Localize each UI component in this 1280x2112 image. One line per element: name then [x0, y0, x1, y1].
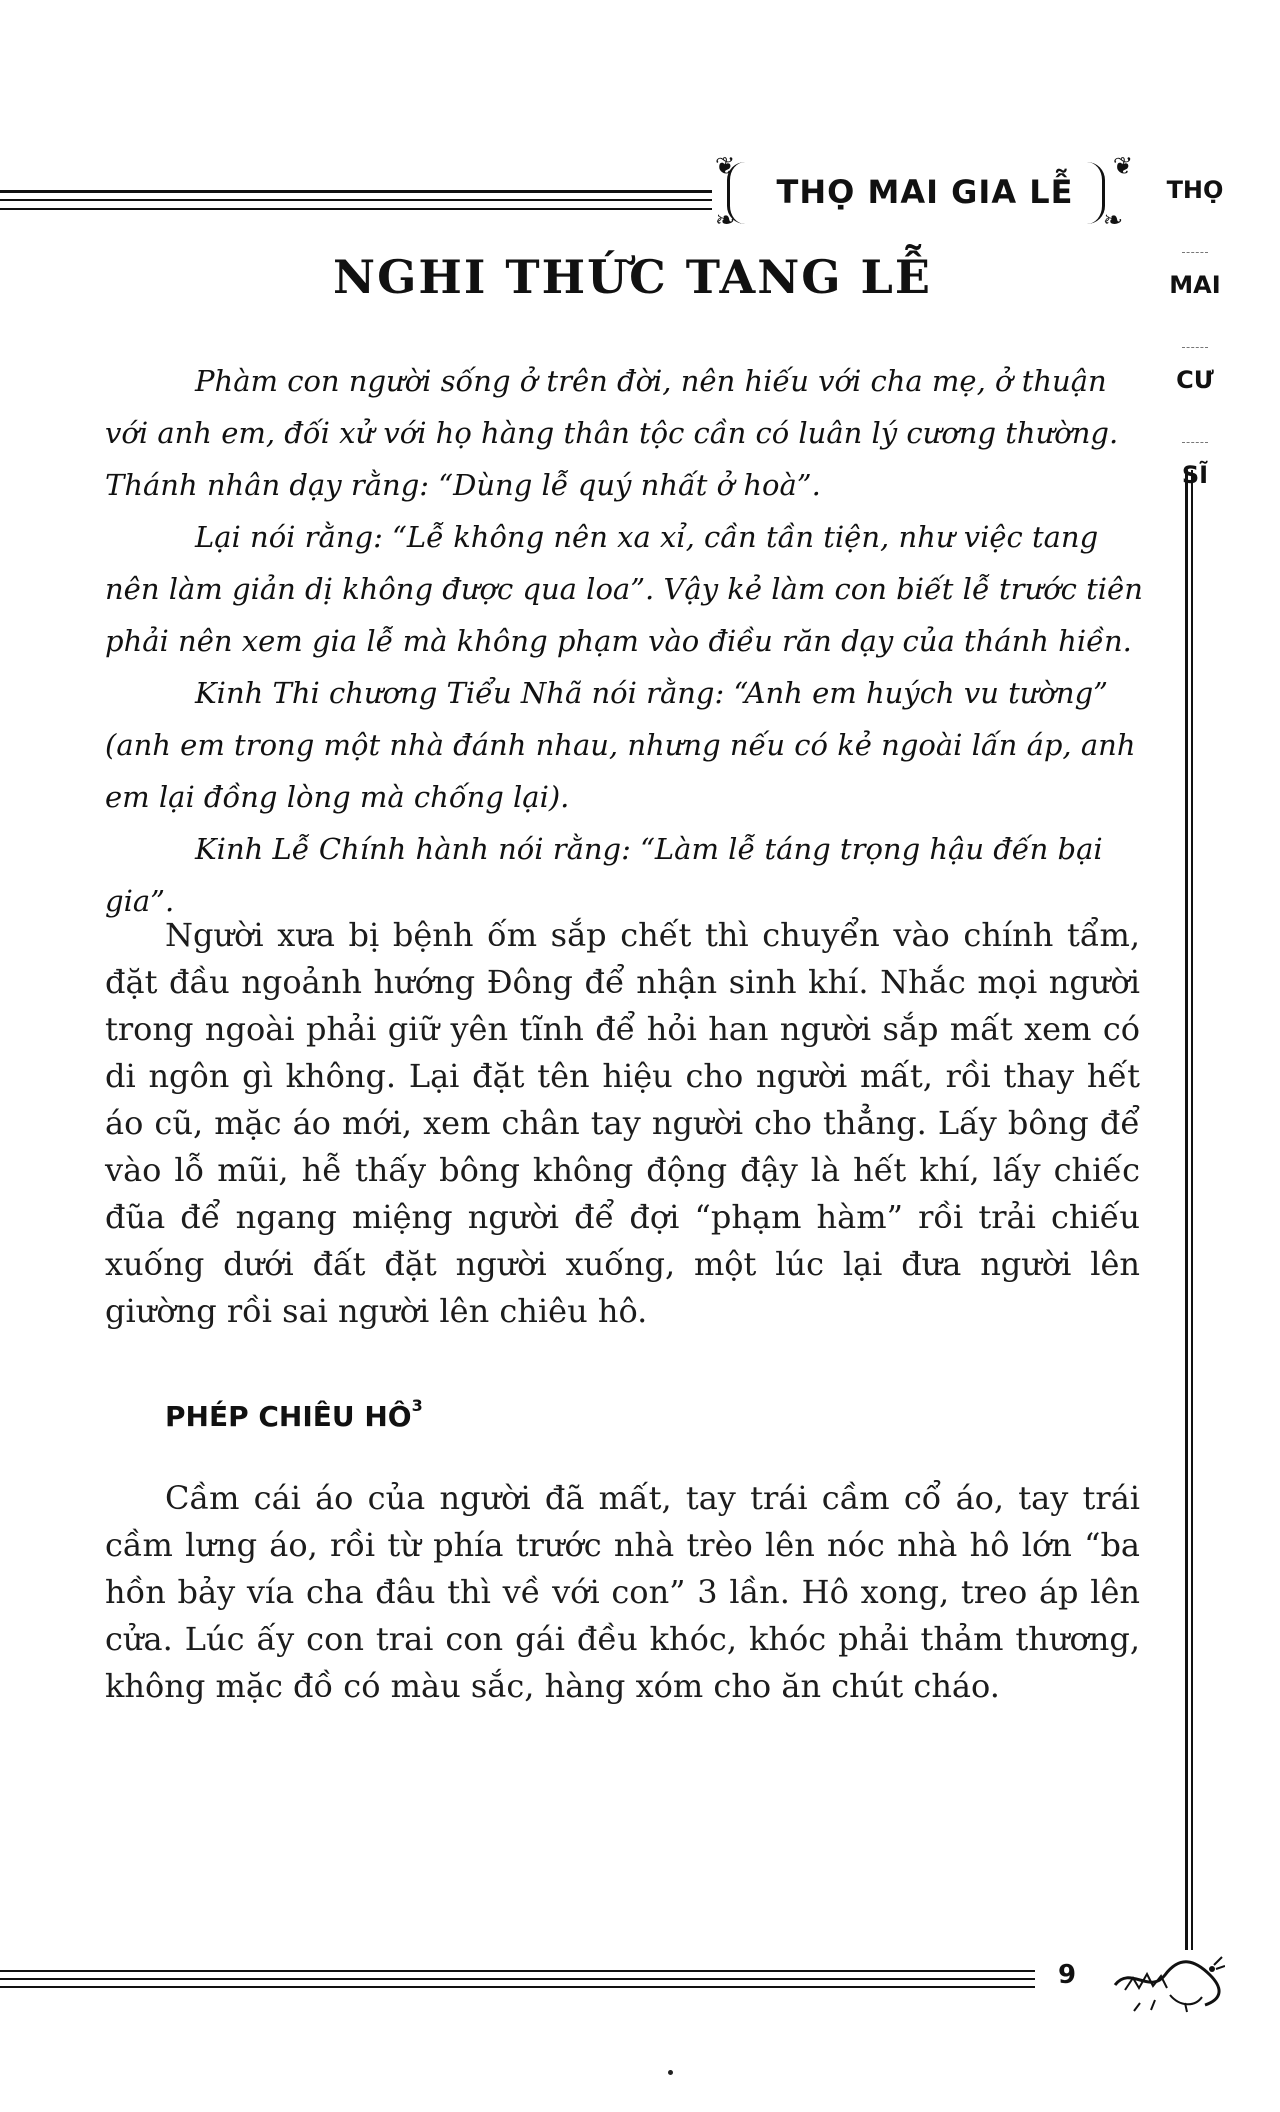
- footnote-mark: 3: [411, 1396, 423, 1415]
- page-title: NGHI THỨC TANG LỄ: [333, 250, 932, 304]
- intro-block: [105, 355, 1145, 927]
- side-tab-word: SĨ: [1181, 461, 1209, 489]
- side-tab-word: MAI: [1169, 271, 1221, 299]
- print-speck: [668, 2070, 673, 2075]
- flourish-icon: ❦: [715, 152, 736, 180]
- body-paragraph: Người xưa bị bệnh ốm sắp chết thì chuyển vào chính tẩm, đặt đầu ngoảnh hướng Đông để nhận sinh khí. Nhắc mọi người trong ngoài phải giữ yên tĩnh để hỏi han người sắp mất xem có di ngôn gì không. Lại đặt tên hiệu cho người mất, rồi thay hết áo cũ, mặc áo mới, xem chân tay người cho thẳng. Lấy bông để vào lỗ mũi, hễ thấy bông không động đậy là hết khí, lấy chiếc đũa để ngang miệng người để đợi “phạm hàm” rồi trải chiếu xuống dưới đất đặt người xuống, một lúc lại đưa người lên giường rồi sai người lên chiêu hô.: [105, 916, 1140, 1330]
- intro-paragraph: Lại nói rằng: “Lễ không nên xa xỉ, cần tần tiện, như việc tang nên làm giản dị không được qua loa”. Vậy kẻ làm con biết lễ trước tiên phải nên xem gia lễ mà không phạm vào điều răn dạy của thánh hiền.: [105, 520, 1143, 658]
- header-rule: [0, 190, 712, 210]
- right-margin-rule: [1185, 470, 1193, 1950]
- section-body: [105, 1475, 1140, 1710]
- running-title: THỌ MAI GIA LỄ: [776, 173, 1074, 211]
- body-text: [105, 912, 1140, 1335]
- side-tab-separator: [1182, 347, 1208, 360]
- side-tab-separator: [1182, 442, 1208, 455]
- side-tab-word: THỌ: [1166, 176, 1224, 204]
- flourish-icon: ❦: [1112, 152, 1133, 180]
- flourish-icon: ❧: [1102, 206, 1123, 234]
- dragon-ornament-icon: [1110, 1945, 1225, 2015]
- footer-rule: [0, 1970, 1035, 1988]
- side-tab: [1160, 170, 1230, 537]
- intro-paragraph: Phàm con người sống ở trên đời, nên hiếu với cha mẹ, ở thuận với anh em, đối xử với họ hàng thân tộc cần có luân lý cương thường. Thánh nhân dạy rằng: “Dùng lễ quý nhất ở hoà”.: [105, 364, 1119, 502]
- section-paragraph: Cầm cái áo của người đã mất, tay trái cầm cổ áo, tay trái cầm lưng áo, rồi từ phía trước nhà trèo lên nóc nhà hô lớn “ba hồn bảy vía cha đâu thì về với con” 3 lần. Hô xong, treo áp lên cửa. Lúc ấy con trai con gái đều khóc, khóc phải thảm thương, không mặc đồ có màu sắc, hàng xóm cho ăn chút cháo.: [105, 1479, 1140, 1705]
- intro-paragraph: Kinh Lễ Chính hành nói rằng: “Làm lễ táng trọng hậu đến bại gia”.: [105, 832, 1103, 918]
- page-number: 9: [1058, 1960, 1077, 1990]
- section-heading: [165, 1396, 423, 1433]
- running-header: [715, 152, 1135, 232]
- side-tab-word: CƯ: [1176, 366, 1214, 394]
- intro-paragraph: Kinh Thi chương Tiểu Nhã nói rằng: “Anh em huých vu tường” (anh em trong một nhà đánh nhau, nhưng nếu có kẻ ngoài lấn áp, anh em lại đồng lòng mà chống lại).: [105, 676, 1136, 814]
- section-heading-text: PHÉP CHIÊU HÔ: [165, 1400, 412, 1433]
- flourish-icon: ❧: [715, 206, 736, 234]
